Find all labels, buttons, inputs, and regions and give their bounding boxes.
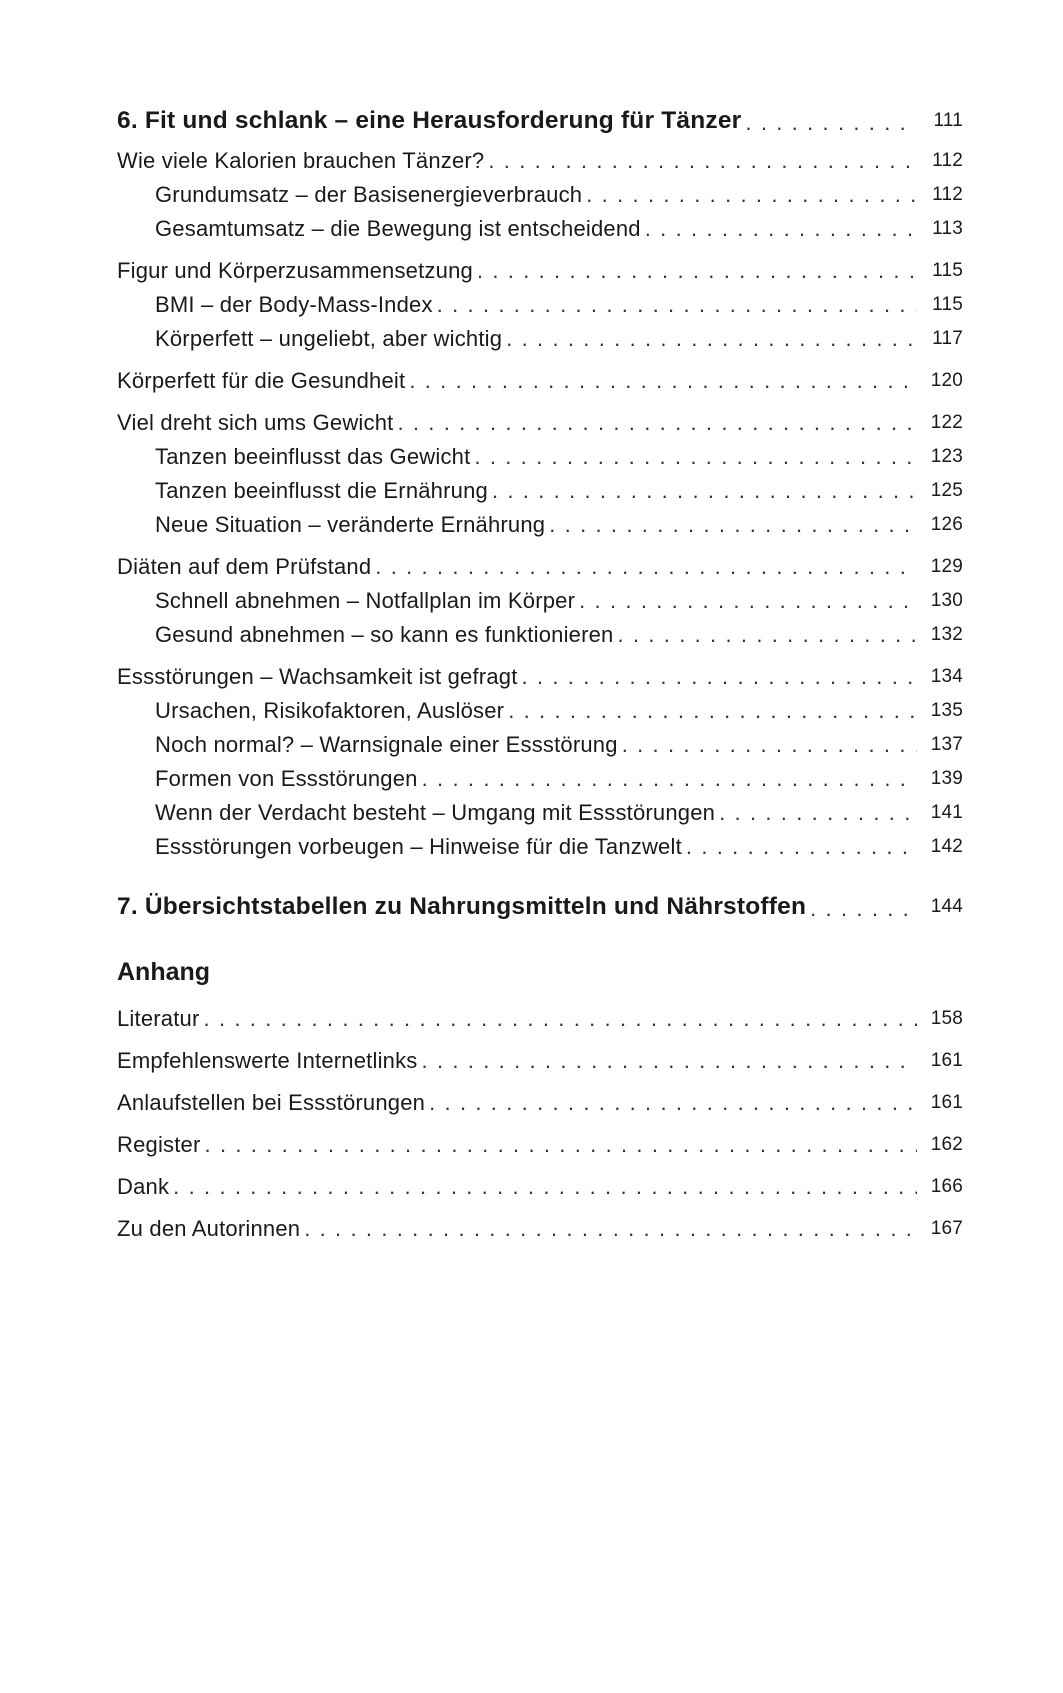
toc-appendix-entry[interactable]	[117, 1214, 963, 1244]
toc-title: Register	[117, 1132, 201, 1157]
toc-leader-dots	[549, 510, 917, 540]
toc-leader-dots	[719, 798, 917, 828]
toc-page-number: 142	[930, 836, 963, 857]
toc-title: Ursachen, Risikofaktoren, Auslöser	[155, 698, 505, 723]
toc-appendix-entry[interactable]	[117, 1130, 963, 1160]
toc-title: Zu den Autorinnen	[117, 1216, 301, 1241]
toc-page-number: 161	[930, 1050, 963, 1071]
toc-entry[interactable]	[117, 256, 963, 286]
toc-leader-dots	[437, 290, 917, 320]
toc-subentry[interactable]	[155, 620, 963, 650]
toc-page-number: 122	[930, 412, 963, 433]
toc-leader-dots	[474, 442, 917, 472]
toc-title: BMI – der Body-Mass-Index	[155, 292, 433, 317]
toc-title: 6. Fit und schlank – eine Herausforderung für Tänzer	[117, 107, 742, 134]
toc-leader-dots	[397, 408, 917, 438]
toc-page-number: 144	[930, 896, 963, 917]
toc-subentry[interactable]	[155, 798, 963, 828]
toc-title: Essstörungen vorbeugen – Hinweise für die Tanzwelt	[155, 834, 682, 859]
toc-title: Anlaufstellen bei Essstörungen	[117, 1090, 426, 1115]
toc-title: Körperfett – ungeliebt, aber wichtig	[155, 326, 503, 351]
toc-page-number: 134	[930, 666, 963, 687]
toc-title: Essstörungen – Wachsamkeit ist gefragt	[117, 664, 518, 689]
toc-entry[interactable]	[117, 552, 963, 582]
toc-leader-dots	[579, 586, 917, 616]
toc-leader-dots	[173, 1172, 917, 1202]
toc-page-number: 167	[930, 1218, 963, 1239]
toc-page-number: 166	[930, 1176, 963, 1197]
toc-page-number: 112	[932, 184, 963, 205]
toc-appendix-entry[interactable]	[117, 1046, 963, 1076]
toc-title: Neue Situation – veränderte Ernährung	[155, 512, 546, 537]
toc-entry[interactable]	[117, 366, 963, 396]
toc-leader-dots	[429, 1088, 917, 1118]
toc-leader-dots	[622, 730, 917, 760]
toc-leader-dots	[586, 180, 917, 210]
toc-page-number: 132	[930, 624, 963, 645]
toc-subentry[interactable]	[155, 586, 963, 616]
toc-leader-dots	[618, 620, 918, 650]
toc-leader-dots	[810, 894, 917, 924]
toc-page-number: 139	[930, 768, 963, 789]
toc-leader-dots	[686, 832, 917, 862]
toc-title: Tanzen beeinflusst die Ernährung	[155, 478, 488, 503]
toc-appendix-entry[interactable]	[117, 1088, 963, 1118]
toc-leader-dots	[488, 146, 917, 176]
toc-page-number: 158	[930, 1008, 963, 1029]
toc-title: Grundumsatz – der Basisenergieverbrauch	[155, 182, 583, 207]
toc-subentry[interactable]	[155, 324, 963, 354]
toc-page-number: 129	[930, 556, 963, 577]
toc-subentry[interactable]	[155, 510, 963, 540]
toc-page-number: 137	[930, 734, 963, 755]
toc-subentry[interactable]	[155, 764, 963, 794]
toc-page-number: 115	[932, 294, 963, 315]
toc-title: Viel dreht sich ums Gewicht	[117, 410, 394, 435]
toc-page-number: 130	[930, 590, 963, 611]
toc-chapter-7[interactable]	[117, 890, 963, 924]
toc-appendix-entry[interactable]	[117, 1004, 963, 1034]
toc-leader-dots	[422, 1046, 917, 1076]
toc-appendix-entry[interactable]	[117, 1172, 963, 1202]
toc-leader-dots	[304, 1214, 917, 1244]
appendix-heading: Anhang	[117, 958, 211, 986]
toc-subentry[interactable]	[155, 832, 963, 862]
toc-title: Diäten auf dem Prüfstand	[117, 554, 372, 579]
toc-leader-dots	[205, 1130, 917, 1160]
toc-entry[interactable]	[117, 408, 963, 438]
toc-entry[interactable]	[117, 146, 963, 176]
toc-title: Gesund abnehmen – so kann es funktionieren	[155, 622, 614, 647]
toc-leader-dots	[204, 1004, 917, 1034]
toc-page-number: 126	[930, 514, 963, 535]
toc-page-number: 111	[933, 110, 963, 131]
toc-leader-dots	[477, 256, 917, 286]
toc-page-number: 141	[930, 802, 963, 823]
toc-page-number: 125	[930, 480, 963, 501]
toc-title: Tanzen beeinflusst das Gewicht	[155, 444, 471, 469]
toc-title: Dank	[117, 1174, 170, 1199]
toc-title: Körperfett für die Gesundheit	[117, 368, 406, 393]
toc-title: 7. Übersichtstabellen zu Nahrungsmitteln und Nährstoffen	[117, 893, 807, 920]
toc-subentry[interactable]	[155, 696, 963, 726]
toc-page-number: 115	[932, 260, 963, 281]
toc-page-number: 135	[930, 700, 963, 721]
toc-leader-dots	[645, 214, 917, 244]
toc-title: Schnell abnehmen – Notfallplan im Körper	[155, 588, 576, 613]
toc-subentry[interactable]	[155, 290, 963, 320]
toc-subentry[interactable]	[155, 476, 963, 506]
toc-leader-dots	[508, 696, 917, 726]
toc-page-number: 117	[932, 328, 963, 349]
toc-leader-dots	[506, 324, 917, 354]
toc-leader-dots	[522, 662, 917, 692]
toc-title: Formen von Essstörungen	[155, 766, 418, 791]
toc-subentry[interactable]	[155, 730, 963, 760]
toc-leader-dots	[409, 366, 917, 396]
toc-page-number: 162	[930, 1134, 963, 1155]
toc-title: Empfehlenswerte Internetlinks	[117, 1048, 418, 1073]
toc-title: Gesamtumsatz – die Bewegung ist entscheidend	[155, 216, 641, 241]
toc-title: Literatur	[117, 1006, 200, 1031]
toc-leader-dots	[422, 764, 917, 794]
toc-title: Wenn der Verdacht besteht – Umgang mit Essstörungen	[155, 800, 716, 825]
toc-page-number: 113	[932, 218, 963, 239]
toc-leader-dots	[745, 108, 917, 138]
toc-subentry[interactable]	[155, 442, 963, 472]
toc-subentry[interactable]	[155, 180, 963, 210]
toc-leader-dots	[492, 476, 917, 506]
toc-leader-dots	[375, 552, 917, 582]
toc-chapter-6[interactable]	[117, 104, 963, 138]
toc-page-number: 112	[932, 150, 963, 171]
toc-title: Noch normal? – Warnsignale einer Essstörung	[155, 732, 618, 757]
toc-subentry[interactable]	[155, 214, 963, 244]
toc-page-number: 161	[930, 1092, 963, 1113]
toc-title: Figur und Körperzusammensetzung	[117, 258, 473, 283]
toc-title: Wie viele Kalorien brauchen Tänzer?	[117, 148, 485, 173]
toc-page-number: 120	[930, 370, 963, 391]
toc-entry[interactable]	[117, 662, 963, 692]
toc-page-number: 123	[930, 446, 963, 467]
